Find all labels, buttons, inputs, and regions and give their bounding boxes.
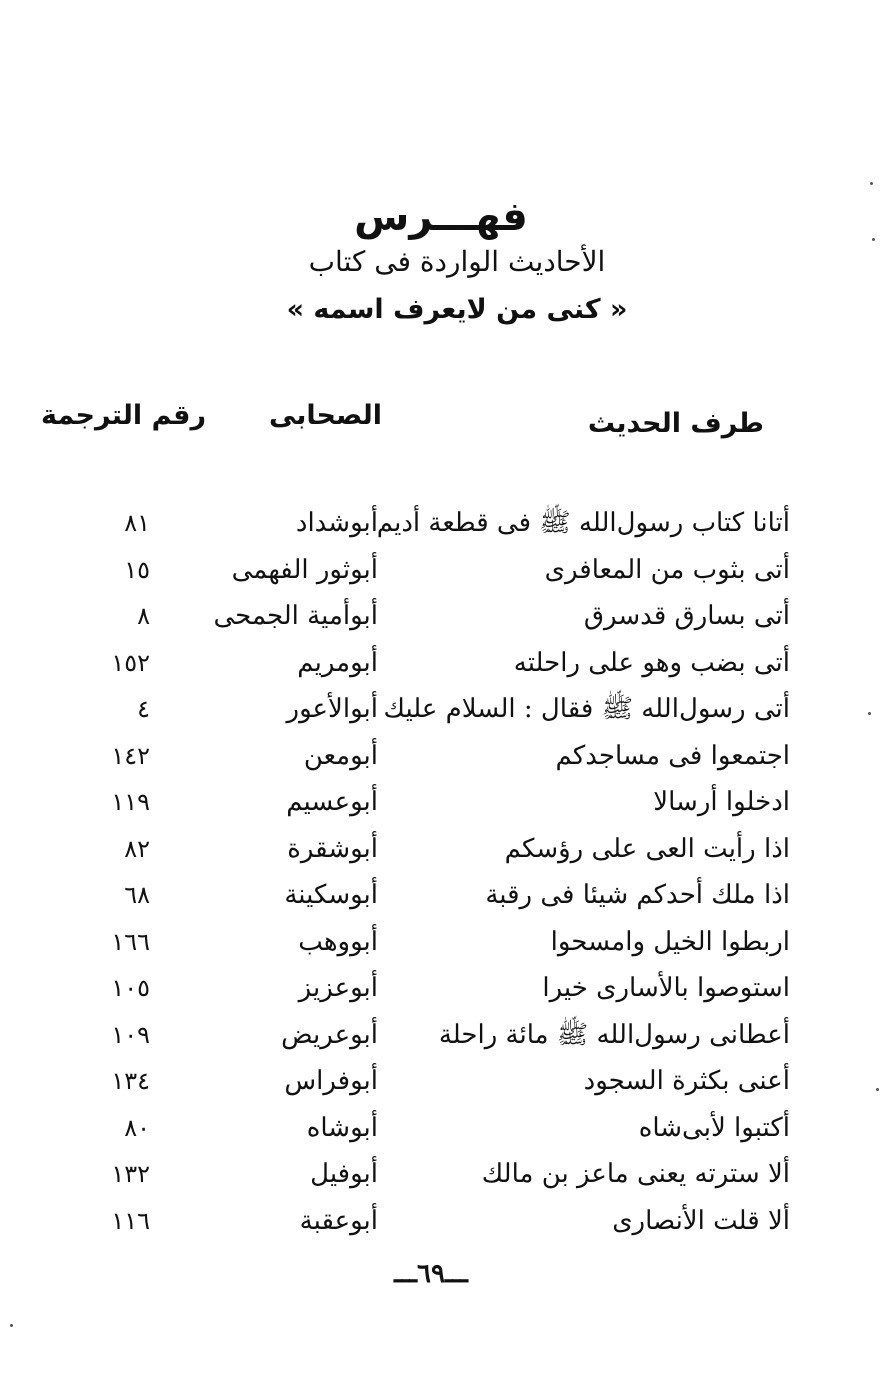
hadith-cell: أتانا كتاب رسول‌الله ﷺ فى قطعة أديم [376, 508, 790, 538]
number-cell: ٦٨ [124, 881, 150, 909]
number-cell: ٨٠ [124, 1113, 150, 1142]
table-row [0, 686, 882, 733]
hadith-cell: أتى بضب وهو على راحلته [513, 647, 790, 678]
index-table [0, 500, 882, 1244]
number-cell: ١٣٤ [111, 1067, 150, 1095]
scan-speck [868, 712, 871, 715]
column-header-hadith: طرف الحديث [587, 408, 764, 439]
table-row [0, 872, 882, 919]
hadith-cell: اجتمعوا فى مساجدكم [555, 740, 790, 771]
hadith-cell: أكتبوا لأبى‌شاه [638, 1112, 790, 1143]
index-title: فهـــرس [354, 194, 528, 240]
hadith-cell: ادخلوا أرسالا [653, 787, 790, 817]
number-cell: ١٠٩ [111, 1020, 150, 1049]
number-cell: ١١٦ [111, 1206, 150, 1235]
hadith-cell: أعطانى رسول‌الله ﷺ مائة راحلة [438, 1019, 790, 1050]
sahabi-cell: أبومريم [297, 647, 378, 678]
number-cell: ١٥ [124, 555, 150, 584]
column-header-number: رقم الترجمة [41, 400, 206, 431]
number-cell: ١٠٥ [111, 974, 150, 1002]
sahabi-cell: أبووهب [298, 926, 378, 957]
sahabi-cell: أبوشاه [306, 1112, 378, 1143]
table-row [0, 500, 882, 547]
hadith-cell: أتى بسارق قدسرق [583, 601, 790, 631]
sahabi-cell: أبوعقبة [299, 1205, 378, 1236]
hadith-cell: أتى رسول‌الله ﷺ فقال : السلام عليك [383, 694, 790, 724]
hadith-cell: اربطوا الخيل وامسحوا [550, 926, 790, 957]
number-cell: ١٤٢ [111, 741, 150, 770]
sahabi-cell: أبوفراس [284, 1066, 378, 1096]
sahabi-cell: أبوعزيز [298, 973, 378, 1003]
hadith-cell: ألا سترته يعنى ماعز بن مالك [481, 1159, 790, 1189]
hadith-cell: استوصوا بالأسارى خيرا [542, 973, 790, 1003]
index-subtitle: الأحاديث الواردة فى كتاب [308, 245, 606, 278]
sahabi-cell: أبوشقرة [287, 833, 378, 864]
scan-speck [876, 1088, 879, 1091]
table-row [0, 965, 882, 1012]
table-row [0, 1105, 882, 1152]
scan-speck [870, 182, 873, 185]
table-row [0, 733, 882, 780]
number-cell: ١٦٦ [111, 927, 150, 956]
number-cell: ١٥٢ [111, 648, 150, 677]
hadith-cell: اذا ملك أحدكم شيئا فى رقبة [485, 880, 790, 910]
number-cell: ١١٩ [111, 788, 150, 816]
sahabi-cell: أبوشداد [295, 508, 378, 538]
sahabi-cell: أبوثور الفهمى [231, 554, 378, 585]
table-row [0, 1151, 882, 1198]
sahabi-cell: أبوفيل [310, 1159, 378, 1189]
number-cell: ٨٢ [124, 834, 150, 863]
page-number: ـــ٦٩ـــ [394, 1259, 468, 1289]
book-title: « كنى من لايعرف اسمه » [286, 294, 628, 325]
sahabi-cell: أبوعريض [281, 1019, 378, 1050]
column-header-sahabi: الصحابى [268, 400, 382, 431]
number-cell: ١٣٢ [111, 1160, 150, 1188]
number-cell: ٤ [137, 695, 150, 723]
sahabi-cell: أبومعن [303, 740, 378, 771]
table-row [0, 826, 882, 873]
table-row [0, 547, 882, 594]
sahabi-cell: أبوعسيم [286, 787, 378, 817]
number-cell: ٨١ [124, 509, 150, 537]
table-row [0, 593, 882, 640]
table-row [0, 1198, 882, 1245]
scan-speck [10, 1324, 13, 1327]
table-row [0, 1012, 882, 1059]
table-row [0, 1058, 882, 1105]
hadith-cell: اذا رأيت العى على رؤسكم [504, 833, 790, 864]
sahabi-cell: أبوالأعور [286, 694, 378, 724]
hadith-cell: أتى بثوب من المعافرى [544, 554, 790, 585]
hadith-cell: ألا قلت الأنصارى [612, 1205, 790, 1236]
scan-speck [872, 238, 875, 241]
table-row [0, 779, 882, 826]
hadith-cell: أعنى بكثرة السجود [583, 1066, 790, 1096]
table-row [0, 919, 882, 966]
table-row [0, 640, 882, 687]
sahabi-cell: أبوسكينة [284, 880, 378, 910]
sahabi-cell: أبوأمية الجمحى [213, 601, 378, 631]
number-cell: ٨ [137, 602, 150, 630]
